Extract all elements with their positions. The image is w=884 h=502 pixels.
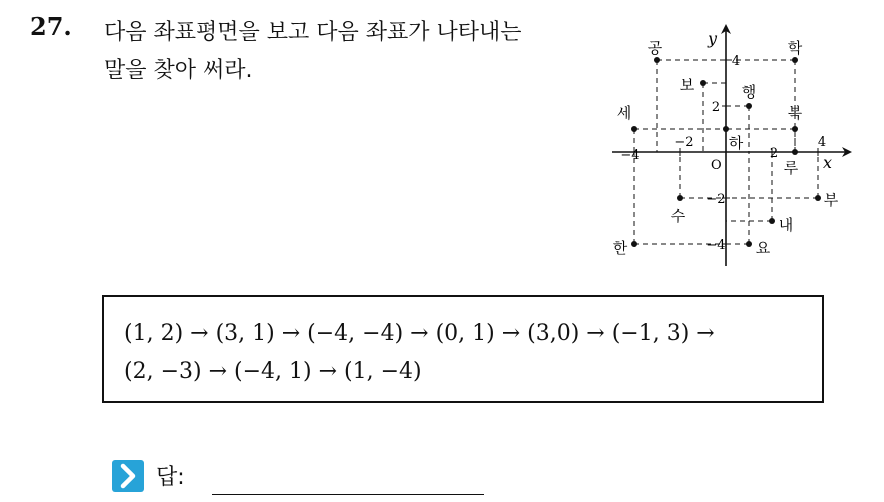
point-label: 학 — [787, 39, 803, 57]
point-dot — [746, 241, 752, 247]
question-text-line2: 말을 찾아 써라. — [104, 58, 253, 83]
point-label: 요 — [755, 239, 771, 257]
point-dot — [700, 80, 706, 86]
point-label: 보 — [679, 76, 695, 94]
coordinate-plane — [600, 22, 860, 272]
y-axis-label: y — [708, 29, 718, 48]
coordinate-sequence-box — [102, 295, 824, 403]
tick-label: 4 — [731, 54, 741, 69]
answer-input-line[interactable] — [212, 494, 484, 495]
question-text — [104, 14, 604, 90]
point-dot — [746, 103, 752, 109]
point-dot — [654, 57, 660, 63]
point-label: 루 — [783, 159, 799, 177]
tick-label: −2 — [706, 192, 726, 207]
point-label: 세 — [616, 104, 632, 122]
point-label: 부 — [823, 191, 839, 209]
point-dot — [723, 126, 729, 132]
point-dot — [792, 57, 798, 63]
point-label: 복 — [787, 104, 803, 122]
point-dot — [631, 241, 637, 247]
point-label: 한 — [612, 239, 628, 257]
tick-label: 2 — [711, 100, 721, 115]
tick-label: −2 — [674, 135, 694, 150]
point-dot — [792, 149, 798, 155]
tick-label: 4 — [817, 135, 827, 150]
tick-label: 2 — [769, 146, 779, 161]
point-label: 하 — [728, 134, 744, 152]
sequence-line1: (1, 2) → (3, 1) → (−4, −4) → (0, 1) → (3,0) → (−1, 3) → — [124, 321, 715, 346]
point-dot — [815, 195, 821, 201]
answer-label: 답: — [156, 465, 185, 490]
point-dot — [792, 126, 798, 132]
point-label: 공 — [647, 39, 663, 57]
point-label: 수 — [670, 207, 686, 225]
point-dot — [631, 126, 637, 132]
question-number: 27. — [30, 12, 72, 41]
point-label: 행 — [741, 83, 757, 101]
question-text-line1: 다음 좌표평면을 보고 다음 좌표가 나타내는 — [104, 20, 522, 45]
point-dot — [677, 195, 683, 201]
point-dot — [769, 218, 775, 224]
sequence-line2: (2, −3) → (−4, 1) → (1, −4) — [124, 359, 422, 384]
tick-label: −4 — [706, 238, 726, 253]
x-axis-label: x — [823, 153, 833, 172]
point-label: 내 — [778, 216, 794, 234]
tick-label: −4 — [620, 148, 640, 163]
origin-label: O — [711, 158, 722, 173]
coordinate-sequence — [124, 315, 715, 391]
chevron-right-icon — [112, 460, 144, 492]
